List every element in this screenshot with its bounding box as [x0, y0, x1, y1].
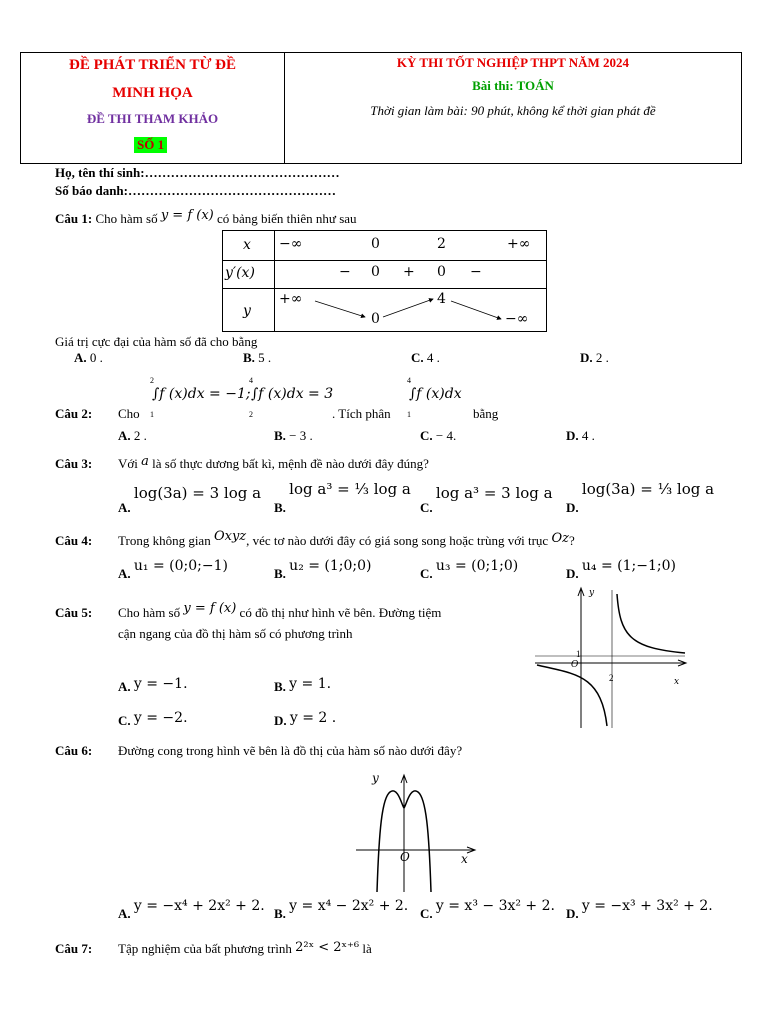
q5-graph-origin: O: [571, 660, 579, 670]
q5-graph-tick-x: 2: [609, 673, 614, 683]
q1-option-a[interactable]: A. 0 .: [74, 350, 103, 365]
q4-option-c[interactable]: C. u₃ = (0;1;0): [420, 558, 519, 581]
exam-header-box: [20, 52, 742, 164]
q5-graph-y-label: y: [589, 588, 595, 598]
q6-option-c[interactable]: C. y = x³ − 3x² + 2.: [420, 898, 555, 921]
question-2-text-c: bằng: [473, 406, 499, 421]
header-left-line1: ĐỀ PHÁT TRIỂN TỪ ĐỀ: [69, 57, 236, 73]
int2-lower: 2: [249, 410, 253, 419]
question-1-text-b: có bảng biến thiên như sau: [217, 211, 357, 226]
vtab-y-value: 4: [437, 291, 446, 307]
vtab-y-value: −∞: [505, 311, 529, 327]
candidate-id-line: Số báo danh:…………………………………………: [55, 183, 336, 198]
q2-option-c[interactable]: C. − 4.: [420, 428, 457, 443]
question-7-label: Câu 7:: [55, 941, 93, 956]
q3-option-b[interactable]: B. log a³ = ⅓ log a: [274, 480, 411, 515]
integral-2: ∫f (x)dx = 3: [251, 386, 334, 402]
question-1-question: Giá trị cực đại của hàm số đã cho bằng: [55, 334, 258, 349]
q5-option-b[interactable]: B. y = 1.: [274, 676, 332, 694]
question-1-label: Câu 1:: [55, 211, 93, 226]
vtab-y-label: y: [243, 303, 251, 319]
q5-option-c[interactable]: C. y = −2.: [118, 710, 188, 728]
q5-graph-tick-y: 1: [576, 649, 581, 659]
q6-option-a[interactable]: A. y = −x⁴ + 2x² + 2.: [118, 898, 265, 921]
q5-graph-x-label: x: [674, 677, 680, 687]
q4-option-d[interactable]: D. u₄ = (1;−1;0): [566, 558, 676, 581]
vtab-sign: 0: [371, 264, 380, 280]
header-left-line3: ĐỀ THI THAM KHẢO: [86, 111, 219, 126]
int3-upper: 4: [407, 376, 411, 385]
vtab-x-value: 0: [371, 236, 380, 252]
vtab-sign: −: [339, 264, 351, 280]
int1-upper: 2: [150, 376, 154, 385]
question-5-label: Câu 5:: [55, 605, 93, 620]
question-7-inequality: 2²ˣ < 2ˣ⁺⁶: [295, 940, 360, 955]
int2-upper: 4: [249, 376, 253, 385]
vtab-x-value: 2: [437, 236, 446, 252]
q2-option-b[interactable]: B. − 3 .: [274, 428, 313, 443]
question-6-stem: Đường cong trong hình vẽ bên là đồ thị của hàm số nào dưới đây?: [118, 743, 463, 758]
q4-option-b[interactable]: B. u₂ = (1;0;0): [274, 558, 372, 581]
variation-table: [222, 230, 547, 332]
question-2-label: Câu 2:: [55, 406, 93, 421]
q6-graph-origin: O: [400, 850, 410, 864]
question-2-text-a: Cho: [118, 406, 140, 421]
question-5-graph: [535, 586, 690, 731]
question-4-stem: Trong không gian Oxyz, véc tơ nào dưới đây có giá song song hoặc trùng với trục Oz?: [118, 529, 575, 548]
q1-option-d[interactable]: D. 2 .: [580, 350, 609, 365]
axis-name: Oz: [551, 531, 569, 546]
question-2-text-b: . Tích phân: [332, 406, 391, 421]
question-3-label: Câu 3:: [55, 456, 93, 471]
question-6-graph: [352, 770, 477, 895]
q1-option-b[interactable]: B. 5 .: [243, 350, 272, 365]
q3-option-d[interactable]: D. log(3a) = ⅓ log a: [566, 480, 715, 515]
q6-graph-y-label: y: [372, 771, 379, 785]
q5-option-d[interactable]: D. y = 2 .: [274, 710, 337, 728]
int3-lower: 1: [407, 410, 411, 419]
candidate-name-line: Họ, tên thí sinh:………………………………………: [55, 165, 340, 180]
q6-option-b[interactable]: B. y = x⁴ − 2x² + 2.: [274, 898, 409, 921]
header-right-line3: Thời gian làm bài: 90 phút, không kể thời gian phát đề: [370, 103, 656, 118]
header-right-line1: KỲ THI TỐT NGHIỆP THPT NĂM 2024: [396, 55, 630, 70]
q2-option-a[interactable]: A. 2 .: [118, 428, 147, 443]
question-1-stem: [55, 208, 357, 227]
vtab-sign: +: [403, 264, 415, 280]
question-1-text-a: Cho hàm số: [95, 211, 158, 226]
vtab-y-value: +∞: [279, 291, 303, 307]
vtab-x-value: −∞: [279, 236, 303, 252]
question-6-label: Câu 6:: [55, 743, 93, 758]
q3-option-c[interactable]: C. log a³ = 3 log a: [420, 484, 553, 515]
vtab-derivative-label: y′(x): [225, 265, 255, 281]
vtab-y-value: 0: [371, 311, 380, 327]
integral-3: ∫f (x)dx: [409, 386, 462, 402]
q1-option-c[interactable]: C. 4 .: [411, 350, 440, 365]
integral-1: ∫f (x)dx = −1;: [152, 386, 251, 402]
space-name: Oxyz: [213, 529, 247, 544]
question-3-var: a: [141, 454, 149, 469]
vtab-x-label: x: [243, 237, 251, 253]
question-7-stem: Tập nghiệm của bất phương trình 2²ˣ < 2ˣ⁺⁶ là: [118, 940, 372, 956]
question-4-label: Câu 4:: [55, 533, 93, 548]
question-5-stem-line2: cận ngang của đồ thị hàm số có phương trình: [118, 626, 353, 641]
question-5-function: y = f (x): [183, 601, 237, 616]
header-left-line2: MINH HỌA: [112, 85, 193, 101]
q6-graph-x-label: x: [461, 852, 468, 866]
question-5-stem-line1: Cho hàm số y = f (x) có đồ thị như hình vẽ bên. Đường tiệm: [118, 601, 442, 620]
q3-option-a[interactable]: A. log(3a) = 3 log a: [118, 484, 262, 515]
exam-number-badge: SỐ 1: [134, 137, 167, 153]
question-1-function: y = f (x): [160, 208, 214, 223]
question-3-stem: Với a là số thực dương bất kì, mệnh đề nào dưới đây đúng?: [118, 454, 429, 471]
q4-option-a[interactable]: A. u₁ = (0;0;−1): [118, 558, 228, 581]
q6-option-d[interactable]: D. y = −x³ + 3x² + 2.: [566, 898, 713, 921]
header-right-line2: Bài thi: TOÁN: [472, 78, 554, 93]
vtab-sign: −: [470, 264, 482, 280]
vtab-arrows: [223, 231, 546, 331]
vtab-sign: 0: [437, 264, 446, 280]
q5-option-a[interactable]: A. y = −1.: [118, 676, 188, 694]
int1-lower: 1: [150, 410, 154, 419]
vtab-x-value: +∞: [507, 236, 531, 252]
q2-option-d[interactable]: D. 4 .: [566, 428, 595, 443]
